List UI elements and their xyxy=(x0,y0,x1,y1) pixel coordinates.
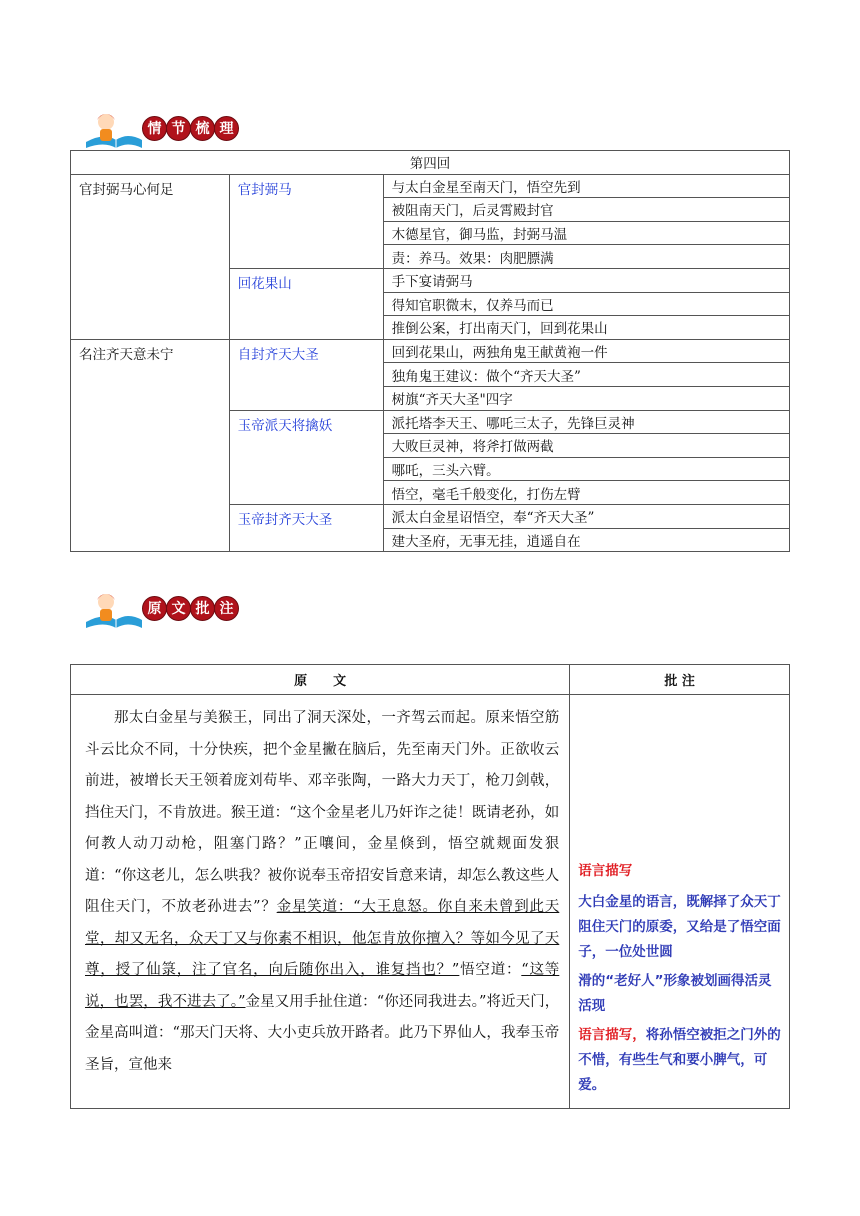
banner-char: 批 xyxy=(190,596,215,621)
group-title: 名注齐天意未宁 xyxy=(71,339,230,551)
plot-item: 责：养马。效果：肉肥膘满 xyxy=(383,245,789,269)
text-segment: 悟空道： xyxy=(459,962,522,978)
column-header-original: 原 文 xyxy=(71,665,570,695)
plot-item: 树旗“齐天大圣"四字 xyxy=(383,386,789,410)
note-label: 语言描写 xyxy=(578,863,633,879)
banner-char: 原 xyxy=(142,596,167,621)
banner-char: 节 xyxy=(166,116,191,141)
plot-item: 派太白金星诏悟空，奉“齐天大圣” xyxy=(383,504,789,528)
note-label: 语言描写， xyxy=(578,1027,646,1043)
plot-item: 回到花果山，两独角鬼王献黄袍一件 xyxy=(383,339,789,363)
plot-item: 得知官职微末，仅养马而已 xyxy=(383,292,789,316)
sub-title: 玉帝派天将擒妖 xyxy=(229,410,383,504)
plot-item: 推倒公案，打出南天门，回到花果山 xyxy=(383,316,789,340)
banner-char: 梳 xyxy=(190,116,215,141)
plot-item: 被阻南天门，后灵霄殿封官 xyxy=(383,198,789,222)
sub-title: 回花果山 xyxy=(229,268,383,339)
banner-char: 注 xyxy=(214,596,239,621)
note-text: 大白金星的语言，既解择了众天丁阻住天门的原委，又给是了悟空面子，一位处世圆 xyxy=(578,894,781,960)
reading-child-icon xyxy=(80,588,144,630)
plot-item: 手下宴请弼马 xyxy=(383,268,789,292)
reading-child-icon xyxy=(80,108,144,150)
original-text-cell xyxy=(71,695,570,1109)
annotation-table xyxy=(70,664,790,1109)
sub-title: 自封齐天大圣 xyxy=(229,339,383,410)
plot-outline-table xyxy=(70,150,790,552)
banner-char: 理 xyxy=(214,116,239,141)
text-segment: 那太白金星与美猴王，同出了洞天深处，一齐驾云而起。原来悟空筋斗云比众不同，十分快疾，把个金星撇在脑后，先至南天门外。正欲收云前进，被增长天王领着庞刘苟毕、邓辛张陶，一路大力天丁，枪刀剑戟，挡住天门，不肯放进。猴王道：“这个金星老儿乃奸诈之徒！既请老孙，如何教人动刀动枪，阻塞门路？”正嚷间，金星倏到，悟空就觌面发狠道：“你这老儿，怎么哄我？被你说奉玉帝招安旨意来请，却怎么教这些人阻住天门，不放老孙进去”？ xyxy=(85,710,560,915)
plot-item: 大败巨灵神，将斧打做两截 xyxy=(383,434,789,458)
annotation-cell xyxy=(570,695,790,1109)
banner-char: 情 xyxy=(142,116,167,141)
plot-item: 建大圣府，无事无挂，逍遥自在 xyxy=(383,528,789,552)
column-header-notes: 批 注 xyxy=(570,665,790,695)
original-text-paragraph xyxy=(85,703,559,1081)
plot-item: 独角鬼王建议：做个“齐天大圣” xyxy=(383,363,789,387)
text-segment: 金星又用手扯住道：“你还同我进去。”将近天门，金星高叫道：“那天门天将、大小吏兵放开路者。此乃下界仙人，我奉玉帝圣旨，宣他来 xyxy=(85,993,560,1073)
note-block xyxy=(578,1023,781,1098)
plot-item: 木德星官，御马监，封弼马温 xyxy=(383,221,789,245)
plot-item: 哪吒，三头六臂。 xyxy=(383,457,789,481)
plot-item: 与太白金星至南天门，悟空先到 xyxy=(383,174,789,198)
plot-item: 悟空，毫毛千般变化，打伤左臂 xyxy=(383,481,789,505)
note-text: 将孙悟空被拒之门外的不惜，有些生气和要小脾气，可爱。 xyxy=(578,1027,781,1093)
banner-char: 文 xyxy=(166,596,191,621)
group-title: 官封弼马心何足 xyxy=(71,174,230,339)
plot-item: 派托塔李天王、哪吒三太子，先锋巨灵神 xyxy=(383,410,789,434)
underlined-text: 金星笑道：“大王息怒。你自来未曾到此天堂，却又无名，众天丁又与你素不相识，他怎肯放你擅入？等如今见了天尊，授了仙箓，注了官名，向后随你出入，谁复挡也？” xyxy=(85,899,560,978)
sub-title: 玉帝封齐天大圣 xyxy=(229,504,383,551)
chapter-title: 第四回 xyxy=(71,151,790,175)
note-text: 滑的“老好人”形象被划画得活灵活现 xyxy=(578,973,772,1014)
underlined-text: “这等说，也罢，我不进去了。” xyxy=(85,962,560,1010)
sub-title: 官封弼马 xyxy=(229,174,383,268)
